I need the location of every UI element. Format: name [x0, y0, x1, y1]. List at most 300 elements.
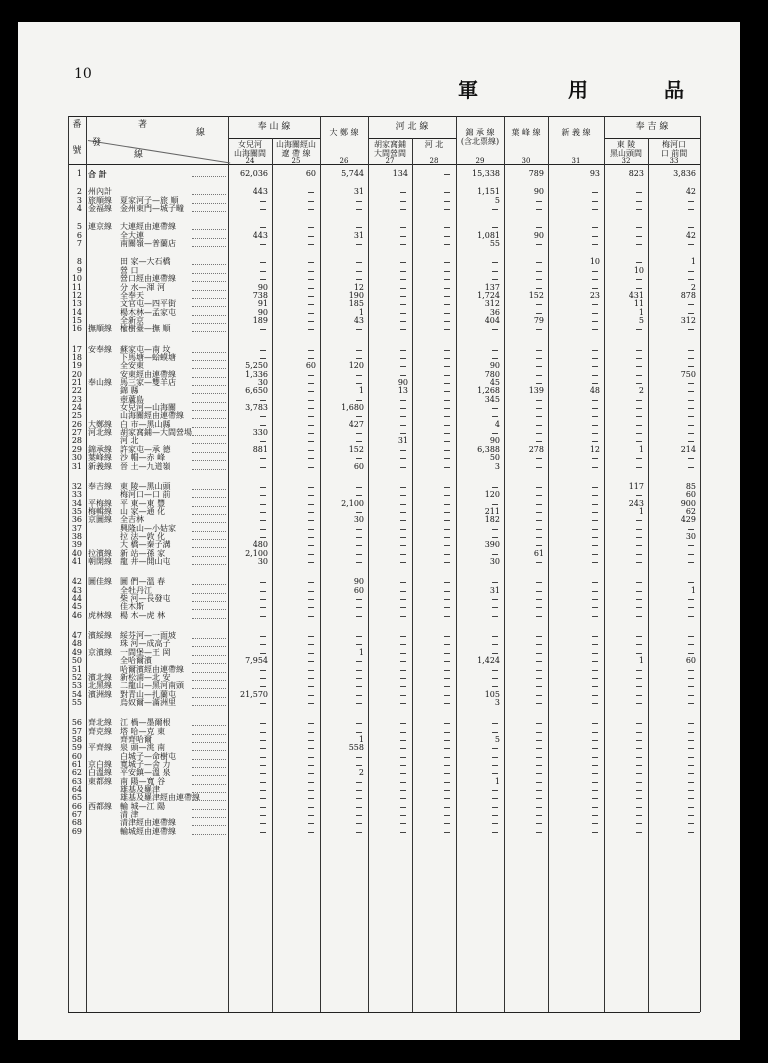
empty-value-dash — [636, 686, 642, 687]
route-section: 全新京 — [120, 315, 144, 325]
empty-value-dash — [356, 757, 362, 758]
empty-value-dash — [400, 686, 406, 687]
empty-value-dash — [492, 350, 498, 351]
empty-value-dash — [536, 209, 542, 210]
value-cell: 48 — [589, 386, 600, 396]
empty-value-dash — [356, 458, 362, 459]
value-cell: 404 — [484, 315, 500, 325]
empty-value-dash — [636, 562, 642, 563]
empty-value-dash — [444, 765, 450, 766]
route-header-line: 線 — [196, 128, 206, 138]
empty-value-dash — [400, 375, 406, 376]
row-number: 64 — [71, 785, 82, 795]
empty-value-dash — [400, 765, 406, 766]
empty-value-dash — [688, 748, 694, 749]
row-number: 39 — [71, 540, 82, 550]
row-number: 68 — [71, 818, 82, 828]
route-section: 蘇家屯—南 坟 — [120, 344, 171, 354]
empty-value-dash — [536, 670, 542, 671]
route-section: 楊木林—孟家屯 — [120, 307, 176, 317]
column-header: 胡家窩鋪 大間營間 — [374, 140, 406, 158]
group-rule-fengji — [604, 138, 700, 139]
empty-value-dash — [356, 599, 362, 600]
empty-value-dash — [444, 723, 450, 724]
empty-value-dash — [492, 504, 498, 505]
empty-value-dash — [356, 512, 362, 513]
row-number: 36 — [71, 515, 82, 525]
value-cell: 1 — [358, 307, 364, 317]
empty-value-dash — [492, 487, 498, 488]
value-cell: 429 — [680, 515, 696, 525]
row-number: 10 — [71, 274, 82, 284]
value-cell: 878 — [680, 290, 696, 300]
empty-value-dash — [688, 670, 694, 671]
value-cell: 90 — [257, 282, 268, 292]
empty-value-dash — [536, 433, 542, 434]
empty-value-dash — [308, 504, 314, 505]
empty-value-dash — [308, 807, 314, 808]
route-line-name: 圖佳線 — [88, 577, 112, 587]
empty-value-dash — [444, 450, 450, 451]
empty-value-dash — [400, 408, 406, 409]
empty-value-dash — [260, 616, 266, 617]
row-number: 24 — [71, 403, 82, 413]
value-cell: 60 — [685, 656, 696, 666]
route-section: 泉 頭—洮 南 — [120, 743, 166, 753]
empty-value-dash — [492, 823, 498, 824]
empty-value-dash — [400, 416, 406, 417]
empty-value-dash — [308, 441, 314, 442]
empty-value-dash — [592, 288, 598, 289]
dot-leader — [192, 368, 226, 369]
document-page — [18, 22, 740, 1040]
route-line-name: 葉峰線 — [88, 453, 112, 463]
empty-value-dash — [400, 520, 406, 521]
empty-value-dash — [308, 773, 314, 774]
route-section: 夏家河子—旅 順 — [120, 195, 179, 205]
empty-value-dash — [592, 433, 598, 434]
route-section: 全大連 — [120, 230, 144, 240]
empty-value-dash — [636, 554, 642, 555]
empty-value-dash — [536, 815, 542, 816]
empty-value-dash — [444, 236, 450, 237]
empty-value-dash — [688, 279, 694, 280]
value-cell: 7,954 — [245, 656, 268, 666]
route-section: 寬城子—舍 力 — [120, 760, 171, 769]
empty-value-dash — [592, 823, 598, 824]
row-number: 66 — [71, 801, 82, 811]
empty-value-dash — [308, 236, 314, 237]
empty-value-dash — [592, 757, 598, 758]
route-line-name: 錦承線 — [88, 444, 112, 454]
empty-value-dash — [400, 732, 406, 733]
empty-value-dash — [308, 740, 314, 741]
empty-value-dash — [260, 487, 266, 488]
empty-value-dash — [444, 201, 450, 202]
row-number: 57 — [71, 726, 82, 736]
value-cell: 42 — [685, 187, 696, 197]
row-number: 21 — [71, 378, 82, 387]
value-cell: 10 — [633, 265, 644, 275]
empty-value-dash — [536, 537, 542, 538]
route-section: 全哈爾濱 — [120, 656, 152, 666]
empty-value-dash — [536, 582, 542, 583]
empty-value-dash — [400, 798, 406, 799]
empty-value-dash — [444, 653, 450, 654]
empty-value-dash — [400, 703, 406, 704]
empty-value-dash — [356, 350, 362, 351]
empty-value-dash — [592, 653, 598, 654]
value-cell: 152 — [528, 290, 544, 300]
empty-value-dash — [444, 529, 450, 530]
empty-value-dash — [492, 636, 498, 637]
empty-value-dash — [492, 209, 498, 210]
dot-leader — [192, 377, 226, 378]
empty-value-dash — [536, 358, 542, 359]
empty-value-dash — [356, 636, 362, 637]
empty-value-dash — [592, 644, 598, 645]
empty-value-dash — [260, 271, 266, 272]
value-cell: 15,338 — [472, 169, 500, 178]
empty-value-dash — [592, 807, 598, 808]
empty-value-dash — [492, 529, 498, 530]
empty-value-dash — [308, 416, 314, 417]
empty-value-dash — [688, 678, 694, 679]
empty-value-dash — [636, 740, 642, 741]
empty-value-dash — [688, 329, 694, 330]
empty-value-dash — [356, 695, 362, 696]
empty-value-dash — [636, 678, 642, 679]
empty-value-dash — [308, 262, 314, 263]
empty-value-dash — [444, 329, 450, 330]
empty-value-dash — [592, 832, 598, 833]
empty-value-dash — [260, 782, 266, 783]
value-cell: 214 — [680, 444, 696, 454]
value-cell: 90 — [353, 577, 364, 587]
empty-value-dash — [592, 227, 598, 228]
empty-value-dash — [400, 262, 406, 263]
empty-value-dash — [260, 201, 266, 202]
empty-value-dash — [592, 670, 598, 671]
row-number: 48 — [71, 639, 82, 649]
empty-value-dash — [536, 366, 542, 367]
empty-value-dash — [636, 279, 642, 280]
empty-value-dash — [492, 599, 498, 600]
empty-value-dash — [592, 616, 598, 617]
dot-leader — [192, 402, 226, 403]
empty-value-dash — [308, 201, 314, 202]
empty-value-dash — [592, 416, 598, 417]
empty-value-dash — [308, 408, 314, 409]
row-number: 14 — [71, 307, 82, 317]
empty-value-dash — [444, 313, 450, 314]
route-section: 山 家—通 化 — [120, 506, 166, 516]
route-section: 清 津 — [120, 810, 139, 820]
empty-value-dash — [444, 545, 450, 546]
row-number: 43 — [71, 585, 82, 595]
empty-value-dash — [536, 458, 542, 459]
dot-leader — [192, 688, 226, 689]
empty-value-dash — [356, 416, 362, 417]
route-line-name: 東都線 — [88, 776, 112, 786]
empty-value-dash — [492, 607, 498, 608]
empty-value-dash — [592, 244, 598, 245]
route-section: 下馬塘—蛤蟆塘 — [120, 352, 176, 362]
route-section: 齊齊哈爾 — [120, 734, 152, 744]
empty-value-dash — [636, 201, 642, 202]
route-section: 山海關經由連帶線 — [120, 411, 184, 421]
dot-leader — [192, 646, 226, 647]
value-cell: 443 — [252, 187, 268, 197]
empty-value-dash — [260, 504, 266, 505]
empty-value-dash — [592, 591, 598, 592]
empty-value-dash — [356, 279, 362, 280]
empty-value-dash — [308, 425, 314, 426]
route-section: 平 東—東 豐 — [120, 498, 166, 508]
empty-value-dash — [444, 433, 450, 434]
empty-value-dash — [308, 227, 314, 228]
empty-value-dash — [356, 201, 362, 202]
row-number: 26 — [71, 419, 82, 429]
empty-value-dash — [260, 644, 266, 645]
empty-value-dash — [400, 661, 406, 662]
empty-value-dash — [636, 537, 642, 538]
empty-value-dash — [444, 732, 450, 733]
empty-value-dash — [400, 236, 406, 237]
empty-value-dash — [536, 313, 542, 314]
empty-value-dash — [636, 288, 642, 289]
empty-value-dash — [592, 723, 598, 724]
empty-value-dash — [688, 773, 694, 774]
empty-value-dash — [536, 823, 542, 824]
empty-value-dash — [688, 313, 694, 314]
route-section: 白 市—黑山縣 — [120, 419, 171, 429]
empty-value-dash — [308, 661, 314, 662]
empty-value-dash — [688, 366, 694, 367]
empty-value-dash — [260, 732, 266, 733]
value-cell: 312 — [680, 315, 696, 325]
value-cell: 79 — [533, 315, 544, 325]
empty-value-dash — [260, 670, 266, 671]
empty-value-dash — [444, 279, 450, 280]
empty-value-dash — [536, 487, 542, 488]
empty-value-dash — [636, 192, 642, 193]
empty-value-dash — [592, 467, 598, 468]
column-divider — [604, 116, 605, 1012]
empty-value-dash — [536, 375, 542, 376]
value-cell: 60 — [685, 490, 696, 500]
value-cell: 12 — [353, 282, 364, 292]
empty-value-dash — [536, 495, 542, 496]
empty-value-dash — [356, 790, 362, 791]
value-cell: 1 — [690, 257, 696, 267]
value-cell: 5,250 — [245, 361, 268, 371]
empty-value-dash — [444, 537, 450, 538]
empty-value-dash — [592, 408, 598, 409]
empty-value-dash — [260, 262, 266, 263]
empty-value-dash — [260, 582, 266, 583]
value-cell: 431 — [628, 290, 644, 300]
row-number: 67 — [71, 810, 82, 820]
empty-value-dash — [688, 201, 694, 202]
empty-value-dash — [400, 458, 406, 459]
empty-value-dash — [688, 244, 694, 245]
empty-value-dash — [688, 723, 694, 724]
column-divider — [548, 116, 549, 1012]
route-line-name: 旅順線 — [88, 195, 112, 205]
empty-value-dash — [536, 653, 542, 654]
value-cell: 13 — [397, 386, 408, 396]
empty-value-dash — [444, 562, 450, 563]
empty-value-dash — [492, 757, 498, 758]
empty-value-dash — [308, 732, 314, 733]
empty-value-dash — [260, 723, 266, 724]
route-section: 一間堡—王 岡 — [120, 647, 171, 657]
empty-value-dash — [688, 408, 694, 409]
empty-value-dash — [444, 686, 450, 687]
value-cell: 31 — [397, 436, 408, 446]
column-number: 27 — [385, 157, 395, 165]
row-number: 28 — [71, 436, 82, 446]
empty-value-dash — [260, 832, 266, 833]
column-header: 山海關經山 遼 帶 線 — [276, 140, 316, 158]
empty-value-dash — [492, 773, 498, 774]
value-cell: 427 — [348, 419, 364, 429]
empty-value-dash — [636, 732, 642, 733]
value-cell: 881 — [252, 444, 268, 454]
empty-value-dash — [400, 288, 406, 289]
column-divider — [648, 138, 649, 1012]
empty-value-dash — [492, 358, 498, 359]
empty-value-dash — [400, 350, 406, 351]
dot-leader — [192, 176, 226, 177]
empty-value-dash — [400, 545, 406, 546]
route-section: 大 橋—秦子溝 — [120, 540, 171, 550]
route-section: 梅河口—口 前 — [120, 490, 171, 500]
empty-value-dash — [356, 487, 362, 488]
dot-leader — [192, 489, 226, 490]
empty-value-dash — [356, 537, 362, 538]
row-number: 34 — [71, 498, 82, 508]
value-cell: 243 — [628, 498, 644, 508]
empty-value-dash — [688, 227, 694, 228]
row-number: 12 — [71, 290, 82, 300]
empty-value-dash — [688, 815, 694, 816]
column-header: 新 義 線 — [561, 128, 591, 137]
row-number-header: 番 — [72, 120, 82, 130]
empty-value-dash — [592, 537, 598, 538]
page-title-char-3: 品 — [664, 78, 686, 102]
empty-value-dash — [592, 495, 598, 496]
empty-value-dash — [592, 678, 598, 679]
route-section: 雄基及羅津經由連帶線 — [120, 793, 200, 803]
empty-value-dash — [688, 790, 694, 791]
column-header: 梅河口 口 前間 — [660, 140, 688, 158]
empty-value-dash — [260, 748, 266, 749]
route-section: 許家屯—承 德 — [120, 444, 171, 454]
empty-value-dash — [592, 271, 598, 272]
empty-value-dash — [592, 661, 598, 662]
column-number: 32 — [621, 157, 631, 165]
dot-leader — [192, 194, 226, 195]
value-cell: 1 — [358, 647, 364, 657]
dot-leader — [192, 352, 226, 353]
column-header: 東 陵 黑山頭間 — [610, 140, 642, 158]
empty-value-dash — [636, 467, 642, 468]
empty-value-dash — [260, 400, 266, 401]
empty-value-dash — [592, 279, 598, 280]
value-cell: 278 — [528, 444, 544, 454]
dot-leader — [192, 547, 226, 548]
empty-value-dash — [260, 815, 266, 816]
empty-value-dash — [492, 790, 498, 791]
empty-value-dash — [308, 599, 314, 600]
value-cell: 90 — [397, 378, 408, 387]
empty-value-dash — [308, 304, 314, 305]
empty-value-dash — [636, 765, 642, 766]
dot-leader — [192, 584, 226, 585]
empty-value-dash — [444, 227, 450, 228]
empty-value-dash — [356, 358, 362, 359]
dot-leader — [192, 323, 226, 324]
route-section: 南 陽—寬 谷 — [120, 776, 166, 786]
empty-value-dash — [444, 832, 450, 833]
route-section: 雄基及羅津 — [120, 785, 160, 795]
empty-value-dash — [536, 416, 542, 417]
empty-value-dash — [308, 616, 314, 617]
empty-value-dash — [308, 695, 314, 696]
empty-value-dash — [356, 227, 362, 228]
empty-value-dash — [308, 350, 314, 351]
empty-value-dash — [688, 391, 694, 392]
empty-value-dash — [492, 408, 498, 409]
dot-leader — [192, 742, 226, 743]
empty-value-dash — [536, 798, 542, 799]
dot-leader — [192, 460, 226, 461]
empty-value-dash — [356, 400, 362, 401]
empty-value-dash — [636, 236, 642, 237]
empty-value-dash — [308, 686, 314, 687]
empty-value-dash — [260, 425, 266, 426]
route-section: 胡家窩鋪—大間營場 — [120, 428, 192, 438]
empty-value-dash — [636, 703, 642, 704]
column-number: 30 — [521, 157, 531, 165]
empty-value-dash — [308, 591, 314, 592]
route-section: 圖 們—溫 春 — [120, 577, 166, 587]
dot-leader — [192, 435, 226, 436]
value-cell: 823 — [628, 169, 644, 178]
value-cell: 5 — [494, 734, 500, 744]
empty-value-dash — [356, 798, 362, 799]
empty-value-dash — [444, 391, 450, 392]
empty-value-dash — [688, 757, 694, 758]
empty-value-dash — [688, 823, 694, 824]
row-number: 13 — [71, 299, 82, 309]
dot-leader — [192, 825, 226, 826]
empty-value-dash — [308, 757, 314, 758]
empty-value-dash — [308, 329, 314, 330]
empty-value-dash — [636, 582, 642, 583]
empty-value-dash — [636, 520, 642, 521]
value-cell: 62 — [685, 506, 696, 516]
route-header-from: 發 — [92, 138, 102, 148]
dot-leader — [192, 522, 226, 523]
dot-leader — [192, 680, 226, 681]
empty-value-dash — [260, 512, 266, 513]
empty-value-dash — [308, 765, 314, 766]
empty-value-dash — [536, 644, 542, 645]
value-cell: 190 — [348, 290, 364, 300]
